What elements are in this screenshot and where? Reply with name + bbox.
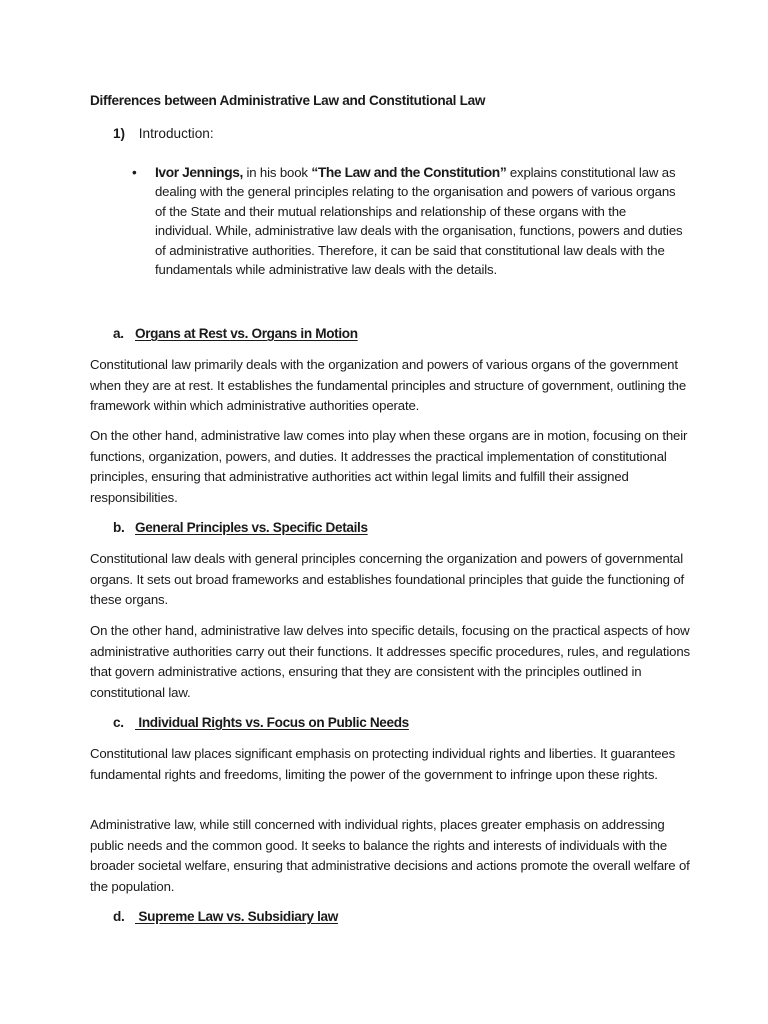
intro-bullet-text [155,163,685,279]
section-title: Organs at Rest vs. Organs in Motion [135,326,358,341]
section-heading-a [113,326,358,341]
section-title: Individual Rights vs. Focus on Public Needs [135,715,409,730]
section-heading-b [113,520,368,535]
section-heading-d [113,909,338,924]
paragraph: Administrative law, while still concerned with individual rights, places greater emphasis on addressing public needs and the common good. It seeks to balance the rights and interests of individuals with the broader societal welfare, ensuring that administrative decisions and actions promote the overall welfare of the population. [90,817,690,894]
section-letter: b. [113,520,125,535]
paragraph: Constitutional law primarily deals with the organization and powers of various organs of the government when they are at rest. It establishes the fundamental principles and structure of government, outlining the framework within which administrative authorities operate. [90,357,687,414]
bullet-body: explains constitutional law as dealing with the general principles relating to the organisation and powers of various organs of the State and their mutual relationships and relationship of these organs with the individual. While, administrative law deals with the organisation, functions, powers and duties of administrative authorities. Therefore, it can be said that constitutional law deals with the fundamentals while administrative law deals with the details. [155,165,683,278]
paragraph: Constitutional law deals with general principles concerning the organization and powers of governmental organs. It sets out broad frameworks and establishes foundational principles that guide the functioning of these organs. [90,551,685,608]
section-letter: a. [113,326,124,341]
section-heading-c [113,715,409,730]
intro-label: Introduction: [138,126,214,141]
section-title: Supreme Law vs. Subsidiary law [135,909,338,924]
section-letter: c. [113,715,124,730]
section-title: General Principles vs. Specific Details [135,520,368,535]
paragraph: Constitutional law places significant emphasis on protecting individual rights and liberties. It guarantees fundamental rights and freedoms, limiting the power of the government to infringe upon these rights. [90,746,676,782]
author-name: Ivor Jennings, [155,165,243,180]
bullet-marker: • [132,165,137,180]
intro-number: 1) [113,126,126,141]
document-title: Differences between Administrative Law and Constitutional Law [90,93,486,108]
book-title: “The Law and the Constitution” [311,165,507,180]
section-letter: d. [113,909,125,924]
paragraph: On the other hand, administrative law delves into specific details, focusing on the practical aspects of how administrative authorities carry out their functions. It addresses specific procedures, rules, and regulations that govern administrative actions, ensuring that they are consistent with the principles outlined in constitutional law. [90,623,690,700]
intro-heading [113,126,214,141]
paragraph: On the other hand, administrative law comes into play when these organs are in motion, focusing on their functions, organization, powers, and duties. It addresses the practical implementation of constitutional principles, ensuring that administrative authorities act within legal limits and fulfill their assigned responsibilities. [90,428,688,505]
bullet-connector: in his book [242,165,312,180]
